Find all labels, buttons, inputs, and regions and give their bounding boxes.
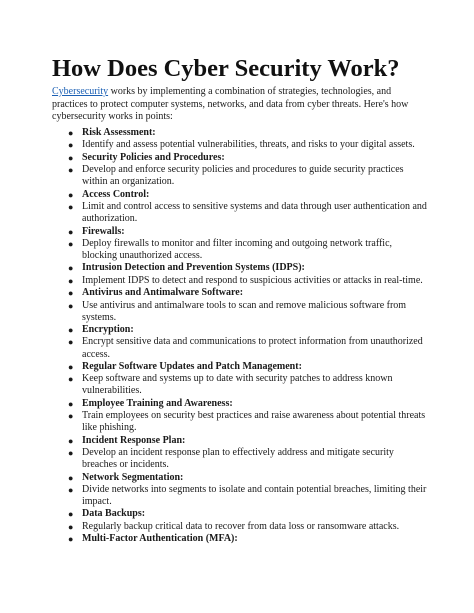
point-detail <box>66 275 428 287</box>
point-detail <box>66 447 428 471</box>
point-detail-text: Use antivirus and antimalware tools to scan and remove malicious software from systems. <box>82 299 407 323</box>
bullet-icon: ● <box>68 472 74 483</box>
bullet-icon: ● <box>68 411 74 422</box>
point-heading-text: Data Backups: <box>82 508 146 520</box>
bullet-icon: ● <box>68 374 74 385</box>
bullet-icon: ● <box>68 448 74 459</box>
point-heading-text: Multi-Factor Authentication (MFA): <box>82 533 238 545</box>
bullet-icon: ● <box>68 128 74 138</box>
point-detail <box>66 139 428 151</box>
bullet-icon: ● <box>68 238 74 249</box>
point-detail <box>66 410 428 434</box>
intro-paragraph <box>52 86 422 124</box>
point-heading <box>66 262 428 274</box>
point-detail <box>66 238 428 262</box>
points-list <box>66 127 428 546</box>
bullet-icon: ● <box>68 152 74 163</box>
point-detail-text: Divide networks into segments to isolate and contain potential breaches, limiting their impact. <box>82 483 427 508</box>
bullet-icon: ● <box>68 398 74 409</box>
point-heading-text: Incident Response Plan: <box>82 434 186 446</box>
point-heading <box>66 127 428 139</box>
point-heading-text: Encryption: <box>82 324 134 336</box>
bullet-icon: ● <box>68 189 74 200</box>
point-detail <box>66 336 428 360</box>
point-heading-text: Security Policies and Procedures: <box>82 151 225 163</box>
point-heading-text: Regular Software Updates and Patch Management: <box>82 360 302 372</box>
point-heading-text: Intrusion Detection and Prevention Systems (IDPS): <box>82 262 305 274</box>
bullet-icon: ● <box>68 300 74 311</box>
point-detail-text: Deploy firewalls to monitor and filter incoming and outgoing network traffic, blocking unauthorized access. <box>82 237 393 262</box>
point-heading-text: Risk Assessment: <box>82 127 156 138</box>
point-detail-text: Encrypt sensitive data and communications to protect information from unauthorized access. <box>82 336 423 360</box>
point-detail <box>66 201 428 225</box>
point-detail <box>66 300 428 324</box>
point-heading-text: Firewalls: <box>82 225 125 237</box>
point-heading <box>66 226 428 238</box>
bullet-icon: ● <box>68 202 74 213</box>
bullet-icon: ● <box>68 484 74 495</box>
page-title: How Does Cyber Security Work? <box>52 55 400 82</box>
bullet-icon: ● <box>68 521 74 532</box>
point-heading-text: Employee Training and Awareness: <box>82 397 233 409</box>
point-detail-text: Keep software and systems up to date with security patches to address known vulnerabilities. <box>82 373 393 397</box>
point-detail <box>66 373 428 397</box>
point-detail-text: Identify and assess potential vulnerabilities, threats, and risks to your digital assets. <box>82 139 415 151</box>
bullet-icon: ● <box>68 435 74 446</box>
point-detail <box>66 521 428 533</box>
point-detail-text: Develop and enforce security policies and procedures to guide security practices within an organization. <box>82 164 404 188</box>
bullet-icon: ● <box>68 165 74 176</box>
point-heading <box>66 435 428 447</box>
point-detail-text: Develop an incident response plan to effectively address and mitigate security breaches or incidents. <box>82 447 394 471</box>
point-detail-text: Train employees on security best practices and raise awareness about potential threats like phishing. <box>82 410 426 434</box>
intro-text: works by implementing a combination of strategies, technologies, and practices to protect computer systems, networks, and data from cyber threats. Here's how cybersecurity works in points: <box>52 86 409 123</box>
point-heading <box>66 361 428 373</box>
point-heading <box>66 508 428 520</box>
point-heading-text: Network Segmentation: <box>82 471 184 483</box>
bullet-icon: ● <box>68 288 74 299</box>
bullet-icon: ● <box>68 534 74 545</box>
point-detail-text: Limit and control access to sensitive systems and data through user authentication and authorization. <box>82 201 427 225</box>
bullet-icon: ● <box>68 140 74 151</box>
bullet-icon: ● <box>68 509 74 520</box>
bullet-icon: ● <box>68 275 74 286</box>
point-detail <box>66 164 428 188</box>
point-heading <box>66 472 428 484</box>
point-heading <box>66 189 428 201</box>
point-heading <box>66 324 428 336</box>
point-heading <box>66 152 428 164</box>
point-heading-text: Access Control: <box>82 188 150 200</box>
bullet-icon: ● <box>68 337 74 348</box>
point-heading <box>66 533 428 545</box>
bullet-icon: ● <box>68 325 74 336</box>
point-heading-text: Antivirus and Antimalware Software: <box>82 287 244 299</box>
point-detail-text: Regularly backup critical data to recover from data loss or ransomware attacks. <box>82 520 400 532</box>
bullet-icon: ● <box>68 361 74 372</box>
bullet-icon: ● <box>68 226 74 237</box>
bullet-icon: ● <box>68 263 74 274</box>
cybersecurity-link[interactable]: Cybersecurity <box>52 86 109 97</box>
point-heading <box>66 398 428 410</box>
point-detail <box>66 484 428 508</box>
point-heading <box>66 287 428 299</box>
point-detail-text: Implement IDPS to detect and respond to suspicious activities or attacks in real-time. <box>82 274 423 286</box>
